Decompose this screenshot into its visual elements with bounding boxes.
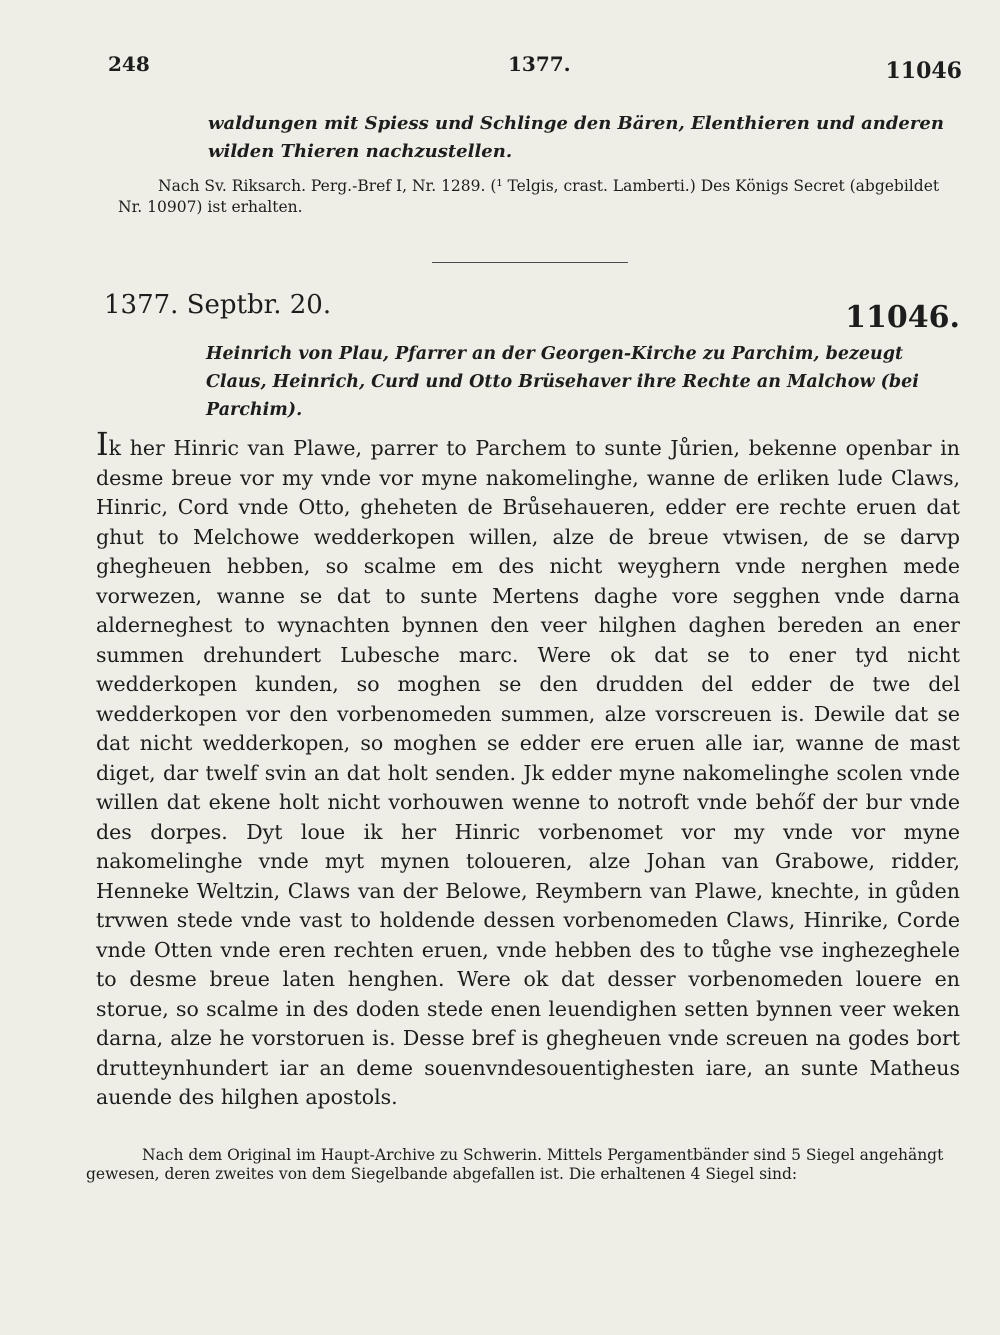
previous-entry-summary: waldungen mit Spiess und Schlinge den Bären, Elenthieren und anderen wilden Thieren nachzustellen. (208, 113, 944, 162)
page-number: 248 (108, 52, 150, 76)
entry-source-note: Nach dem Original im Haupt-Archive zu Schwerin. Mittels Pergamentbänder sind 5 Siegel angehängt gewesen, deren zweites von dem Siegelbande abgefallen ist. Die erhaltenen 4 Siegel sind: (86, 1146, 944, 1183)
entry-summary: Heinrich von Plau, Pfarrer an der Georgen-Kirche zu Parchim, bezeugt Claus, Heinrich, Curd und Otto Brüsehaver ihre Rechte an Malchow (bei Parchim). (206, 344, 919, 420)
header-year: 1377. (508, 52, 571, 76)
charter-body: k her Hinric van Plawe, parrer to Parchem to sunte Jůrien, bekenne openbar in desme breue vor my vnde vor myne nakomelinghe, wanne de erliken lude Claws, Hinric, Cord vnde Otto, gheheten de Brůsehaueren, edder ere rechte eruen dat ghut to Melchowe wedderkopen willen, alze de breue vtwisen, de se darvp ghegheuen hebben, so scalme em des nicht weyghern vnde nerghen mede vorwezen, wanne se dat to sunte Mertens daghe vore segghen vnde darna alderneghest to wynachten bynnen den veer hilghen daghen bereden an ener summen drehundert Lubesche marc. Were ok dat se to ener tyd nicht wedderkopen kunden, so moghen se den drudden del edder de twe del wedderkopen vor den vorbenomeden summen, alze vorscreuen is. Dewile dat se dat nicht wedderkopen, so moghen se edder ere eruen alle iar, wanne de mast diget, dar twelf svin an dat holt senden. Jk edder myne nakomelinghe scolen vnde willen dat ekene holt nicht vorhouwen wenne to notroft vnde behőf der bur vnde des dorpes. Dyt loue ik her Hinric vorbenomet vor my vnde vor myne nakomelinghe vnde myt mynen toloueren, alze Johan van Grabowe, ridder, Henneke Weltzin, Claws van der Belowe, Reymbern van Plawe, knechte, in gůden trvwen stede vnde vast to holdende dessen vorbenomeden Claws, Hinrike, Corde vnde Otten vnde eren rechten eruen, vnde hebben des to tůghe vse inghezeghele to desme breue laten henghen. Were ok dat desser vorbenomeden louere en storue, so scalme in des doden stede enen leuendighen setten bynnen veer weken darna, alze he vorstoruen is. Desse bref is ghegheuen vnde screuen na godes bort drutteynhundert iar an deme souenvndesouentighesten iare, an sunte Matheus auende des hilghen apostols. (96, 436, 960, 1109)
running-document-number: 11046 (885, 58, 962, 84)
charter-text (96, 425, 960, 1113)
drop-initial: I (96, 425, 109, 463)
section-divider (432, 262, 628, 263)
entry-date: 1377. Septbr. 20. (104, 290, 332, 320)
entry-number: 11046. (845, 300, 960, 335)
previous-entry-source-note: Nach Sv. Riksarch. Perg.-Bref I, Nr. 1289. (¹ Telgis, crast. Lamberti.) Des Königs Secret (abgebildet Nr. 10907) ist erhalten. (118, 177, 940, 216)
page-header (108, 52, 962, 86)
